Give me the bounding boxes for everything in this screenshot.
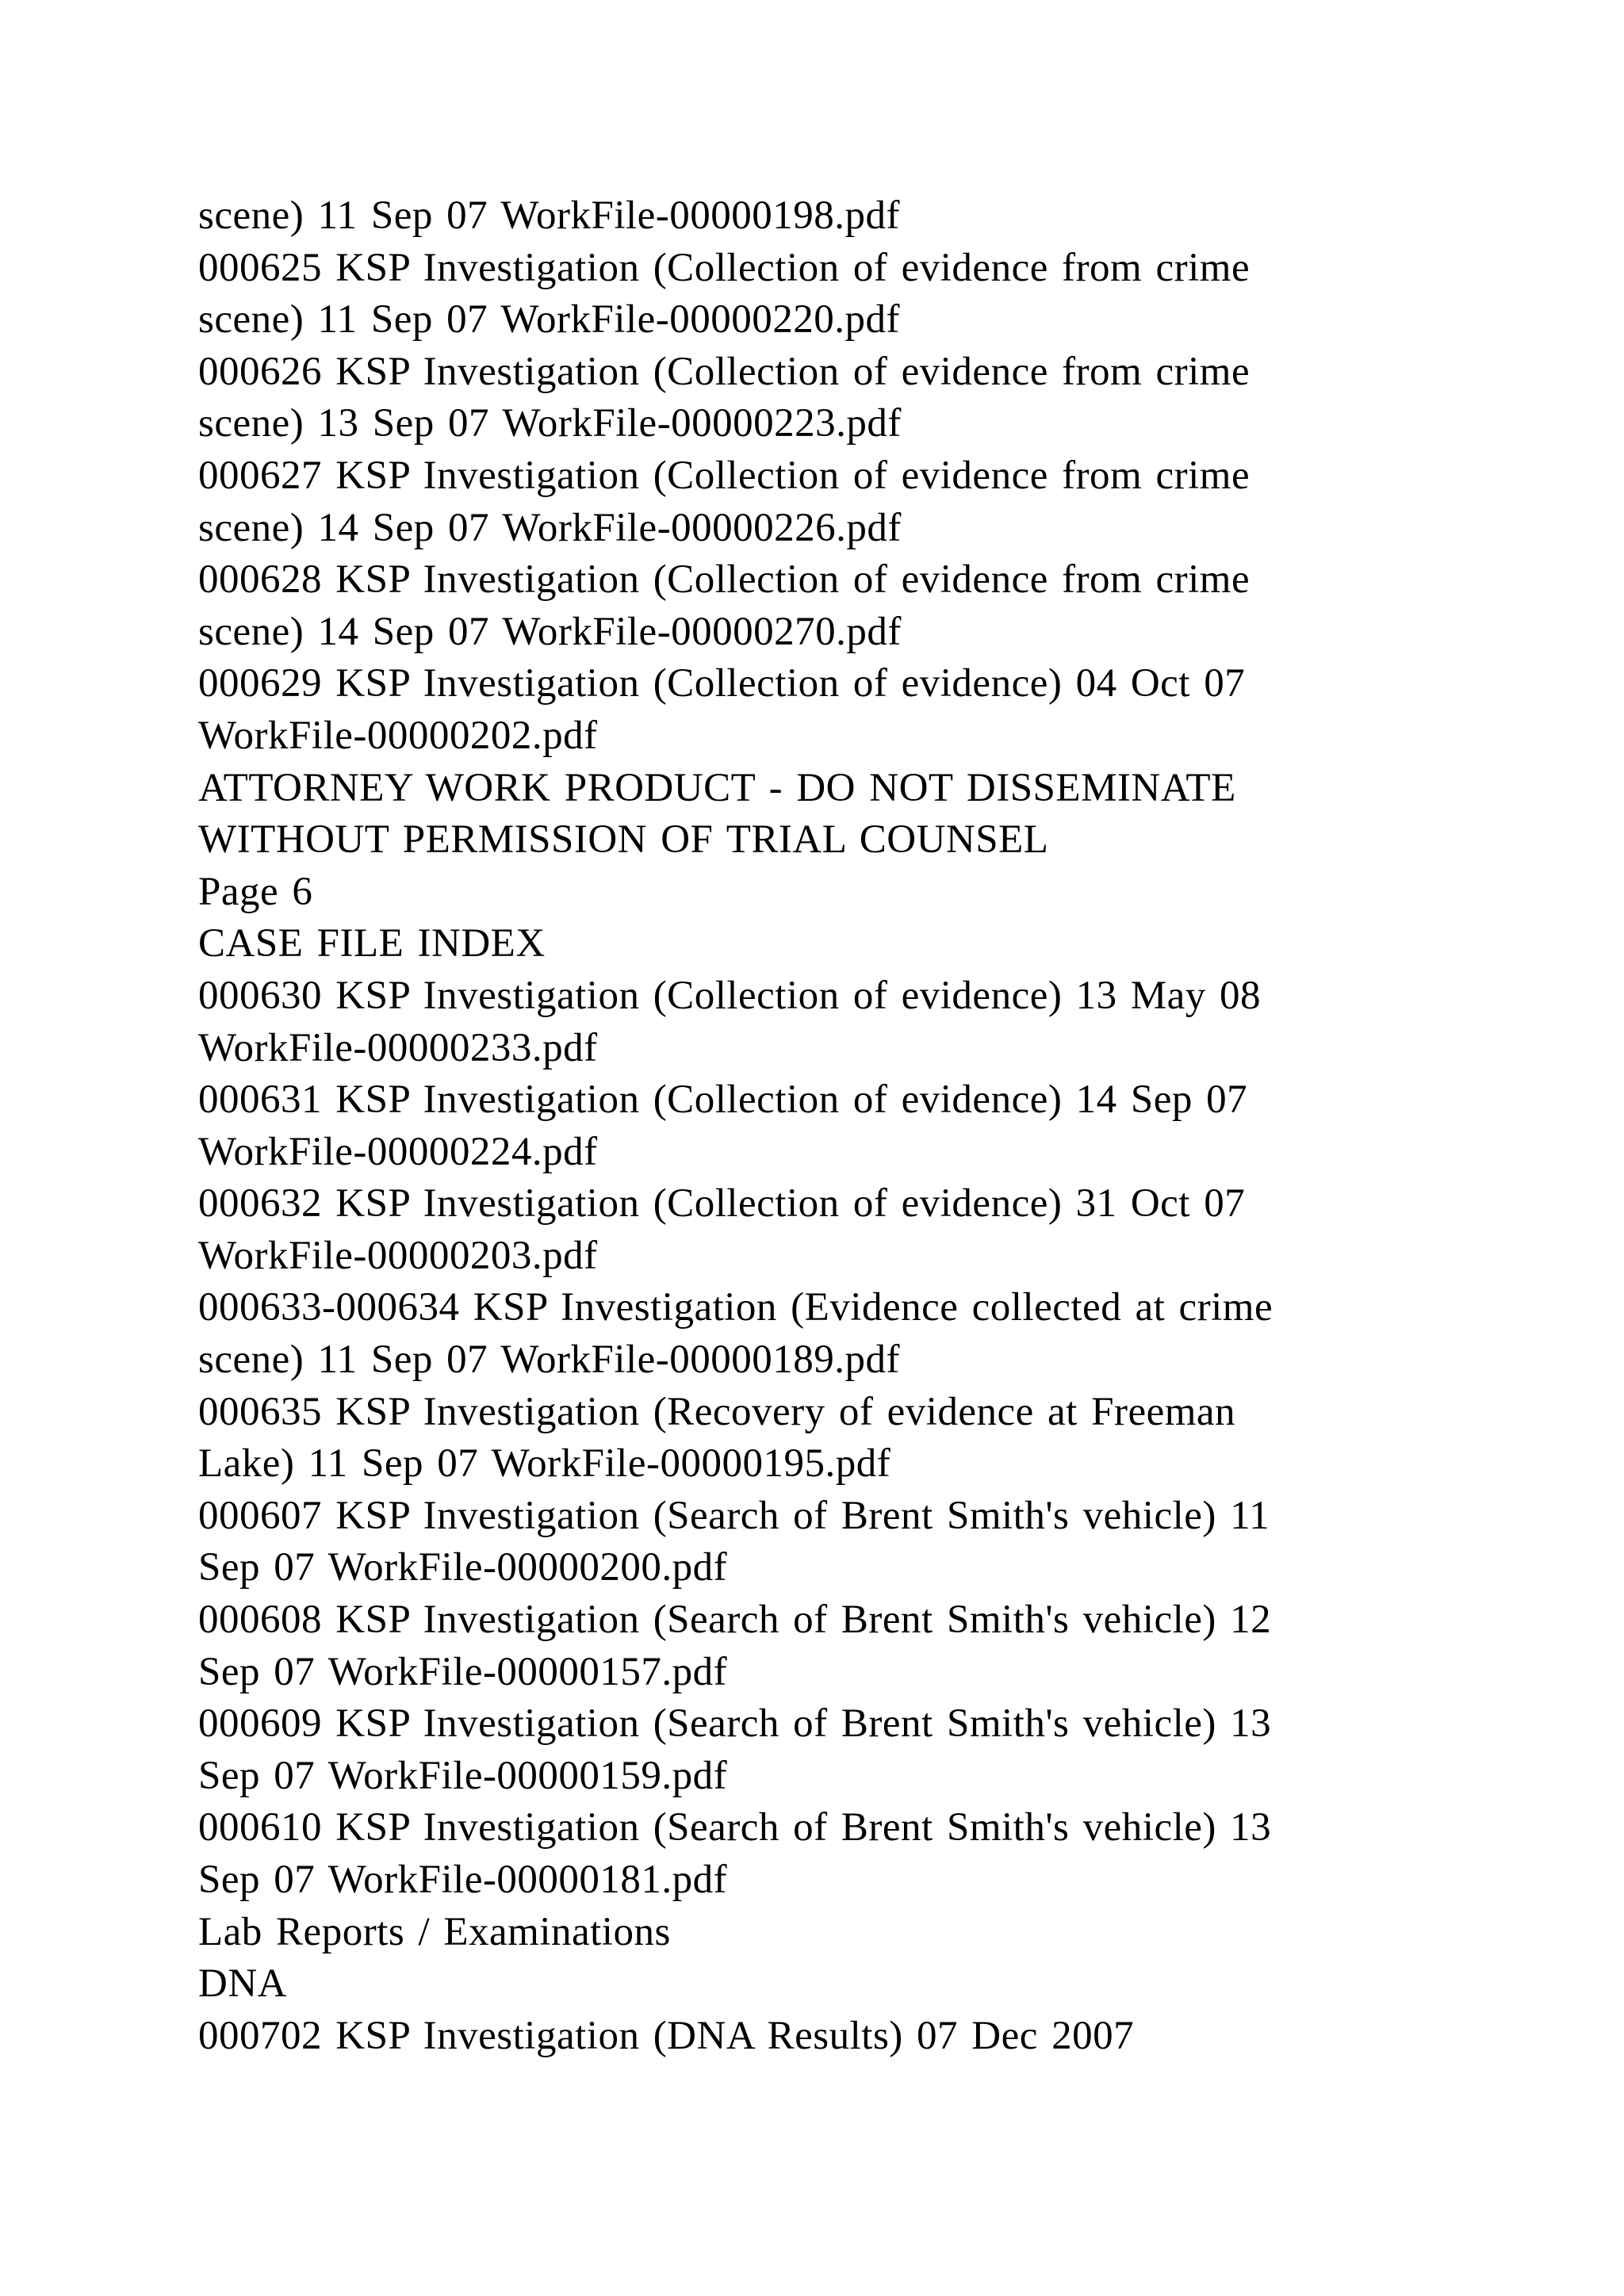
text-line: 000610 KSP Investigation (Search of Brent Smith's vehicle) 13 xyxy=(198,1805,1272,1850)
text-line: scene) 11 Sep 07 WorkFile-00000189.pdf xyxy=(198,1337,901,1383)
text-line: scene) 11 Sep 07 WorkFile-00000220.pdf xyxy=(198,297,901,342)
text-line: 000607 KSP Investigation (Search of Brent Smith's vehicle) 11 xyxy=(198,1493,1270,1538)
text-line: scene) 11 Sep 07 WorkFile-00000198.pdf xyxy=(198,193,901,238)
notice-line: ATTORNEY WORK PRODUCT - DO NOT DISSEMINATE xyxy=(198,765,1236,810)
notice-line: WITHOUT PERMISSION OF TRIAL COUNSEL xyxy=(198,817,1049,863)
text-line: scene) 14 Sep 07 WorkFile-00000226.pdf xyxy=(198,505,902,550)
text-line: Sep 07 WorkFile-00000159.pdf xyxy=(198,1753,728,1798)
text-line: scene) 13 Sep 07 WorkFile-00000223.pdf xyxy=(198,401,902,446)
subsection-heading: DNA xyxy=(198,1961,287,2007)
text-line: WorkFile-00000224.pdf xyxy=(198,1129,598,1174)
text-line: WorkFile-00000203.pdf xyxy=(198,1233,598,1278)
text-line: 000633-000634 KSP Investigation (Evidence collected at crime xyxy=(198,1285,1274,1330)
text-line: 000608 KSP Investigation (Search of Brent Smith's vehicle) 12 xyxy=(198,1598,1272,1643)
text-line: Sep 07 WorkFile-00000200.pdf xyxy=(198,1545,728,1590)
page-number: Page 6 xyxy=(198,869,313,914)
text-line: 000625 KSP Investigation (Collection of evidence from crime xyxy=(198,245,1251,290)
text-line: WorkFile-00000233.pdf xyxy=(198,1025,598,1070)
text-line: 000627 KSP Investigation (Collection of evidence from crime xyxy=(198,453,1251,498)
text-line: 000635 KSP Investigation (Recovery of evidence at Freeman xyxy=(198,1389,1236,1434)
text-line: Sep 07 WorkFile-00000157.pdf xyxy=(198,1649,728,1694)
text-line: 000628 KSP Investigation (Collection of evidence from crime xyxy=(198,557,1251,603)
text-line: 000630 KSP Investigation (Collection of evidence) 13 May 08 xyxy=(198,973,1262,1018)
text-line: 000631 KSP Investigation (Collection of evidence) 14 Sep 07 xyxy=(198,1077,1248,1123)
text-line: 000609 KSP Investigation (Search of Brent Smith's vehicle) 13 xyxy=(198,1701,1272,1747)
text-line: scene) 14 Sep 07 WorkFile-00000270.pdf xyxy=(198,609,902,654)
text-line: 000629 KSP Investigation (Collection of evidence) 04 Oct 07 xyxy=(198,661,1246,706)
section-heading: CASE FILE INDEX xyxy=(198,921,546,966)
text-line: WorkFile-00000202.pdf xyxy=(198,713,598,758)
text-line: Sep 07 WorkFile-00000181.pdf xyxy=(198,1858,728,1902)
case-file-index-text xyxy=(198,190,1435,2062)
text-line: 000632 KSP Investigation (Collection of evidence) 31 Oct 07 xyxy=(198,1181,1246,1226)
text-line: 000626 KSP Investigation (Collection of evidence from crime xyxy=(198,349,1251,394)
section-heading: Lab Reports / Examinations xyxy=(198,1909,671,1954)
text-line: Lake) 11 Sep 07 WorkFile-00000195.pdf xyxy=(198,1441,891,1487)
text-line: 000702 KSP Investigation (DNA Results) 07 Dec 2007 xyxy=(198,2013,1135,2058)
